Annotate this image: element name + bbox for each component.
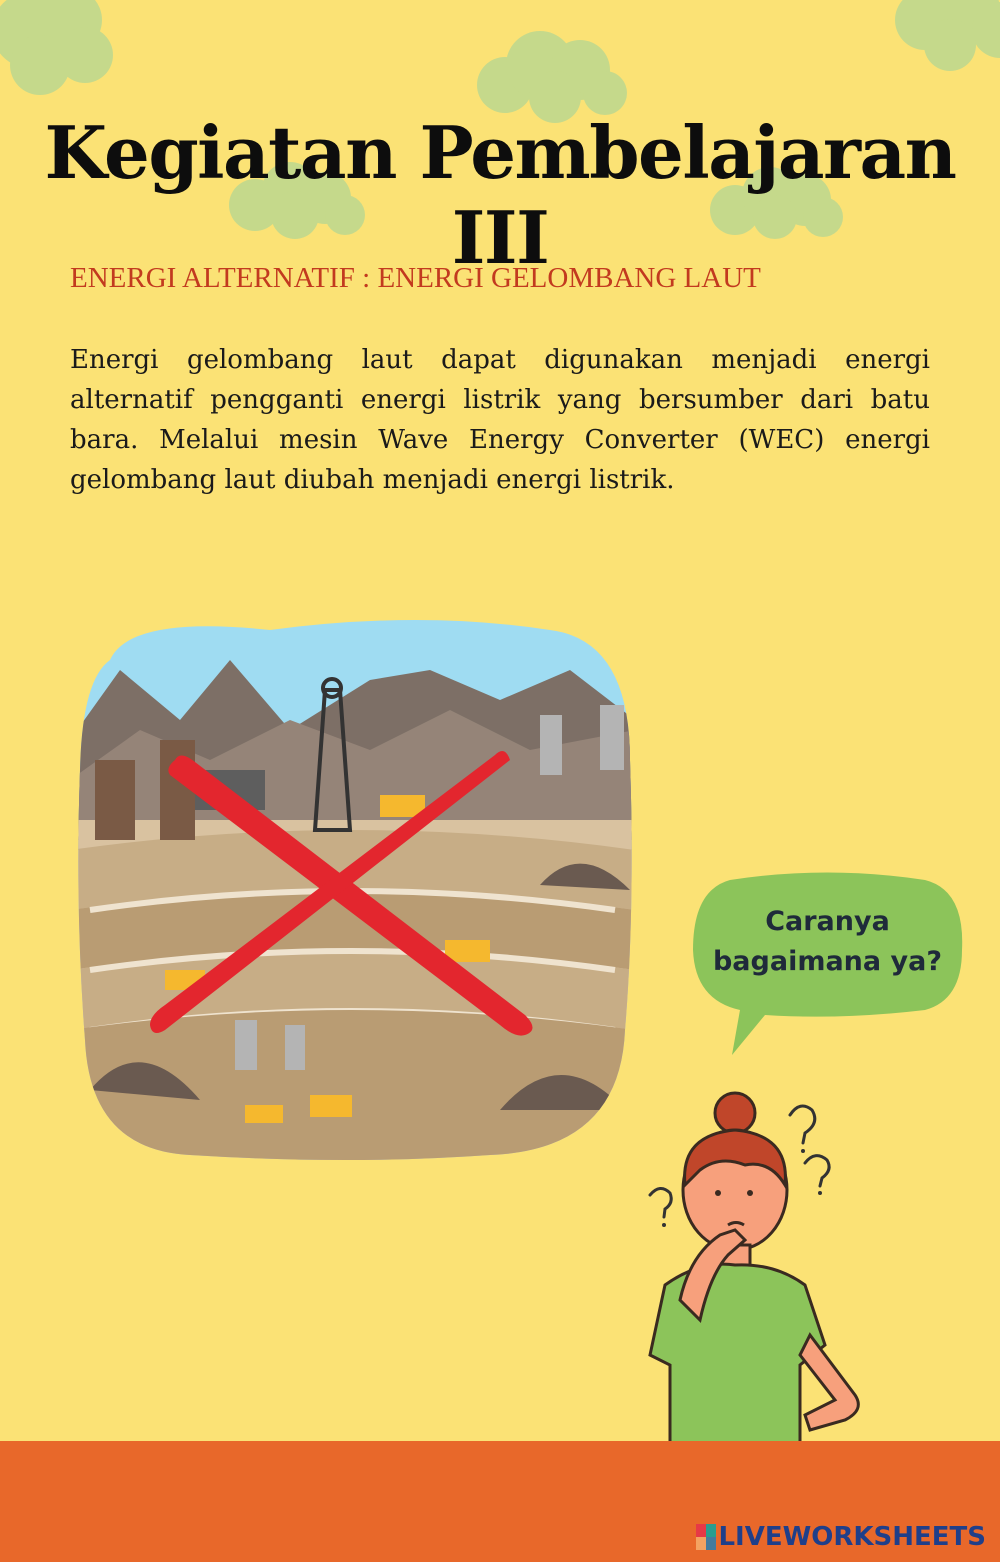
thinking-girl-illustration — [640, 1085, 880, 1455]
cloud-decoration — [890, 0, 1000, 80]
intro-paragraph: Energi gelombang laut dapat digunakan menjadi energi alternatif pengganti energi listrik yang bersumber dari batu bara. Melalui mesin Wave Energy Converter (WEC) energi gelombang laut diubah menjadi energi listrik. — [70, 345, 930, 495]
coal-mine-illustration — [70, 610, 635, 1165]
page-title: Kegiatan Pembelajaran III — [44, 110, 956, 280]
liveworksheets-logo-icon — [696, 1524, 716, 1550]
footer-bar — [0, 1441, 1000, 1562]
speech-line-1: Caranya — [765, 906, 890, 937]
brand-text: LIVEWORKSHEETS — [718, 1522, 986, 1552]
speech-bubble-text — [690, 902, 965, 982]
cloud-decoration — [0, 0, 115, 100]
section-subtitle: ENERGI ALTERNATIF : ENERGI GELOMBANG LAUT — [70, 262, 761, 294]
liveworksheets-brand — [696, 1522, 986, 1552]
speech-line-2: bagaimana ya? — [712, 946, 943, 977]
